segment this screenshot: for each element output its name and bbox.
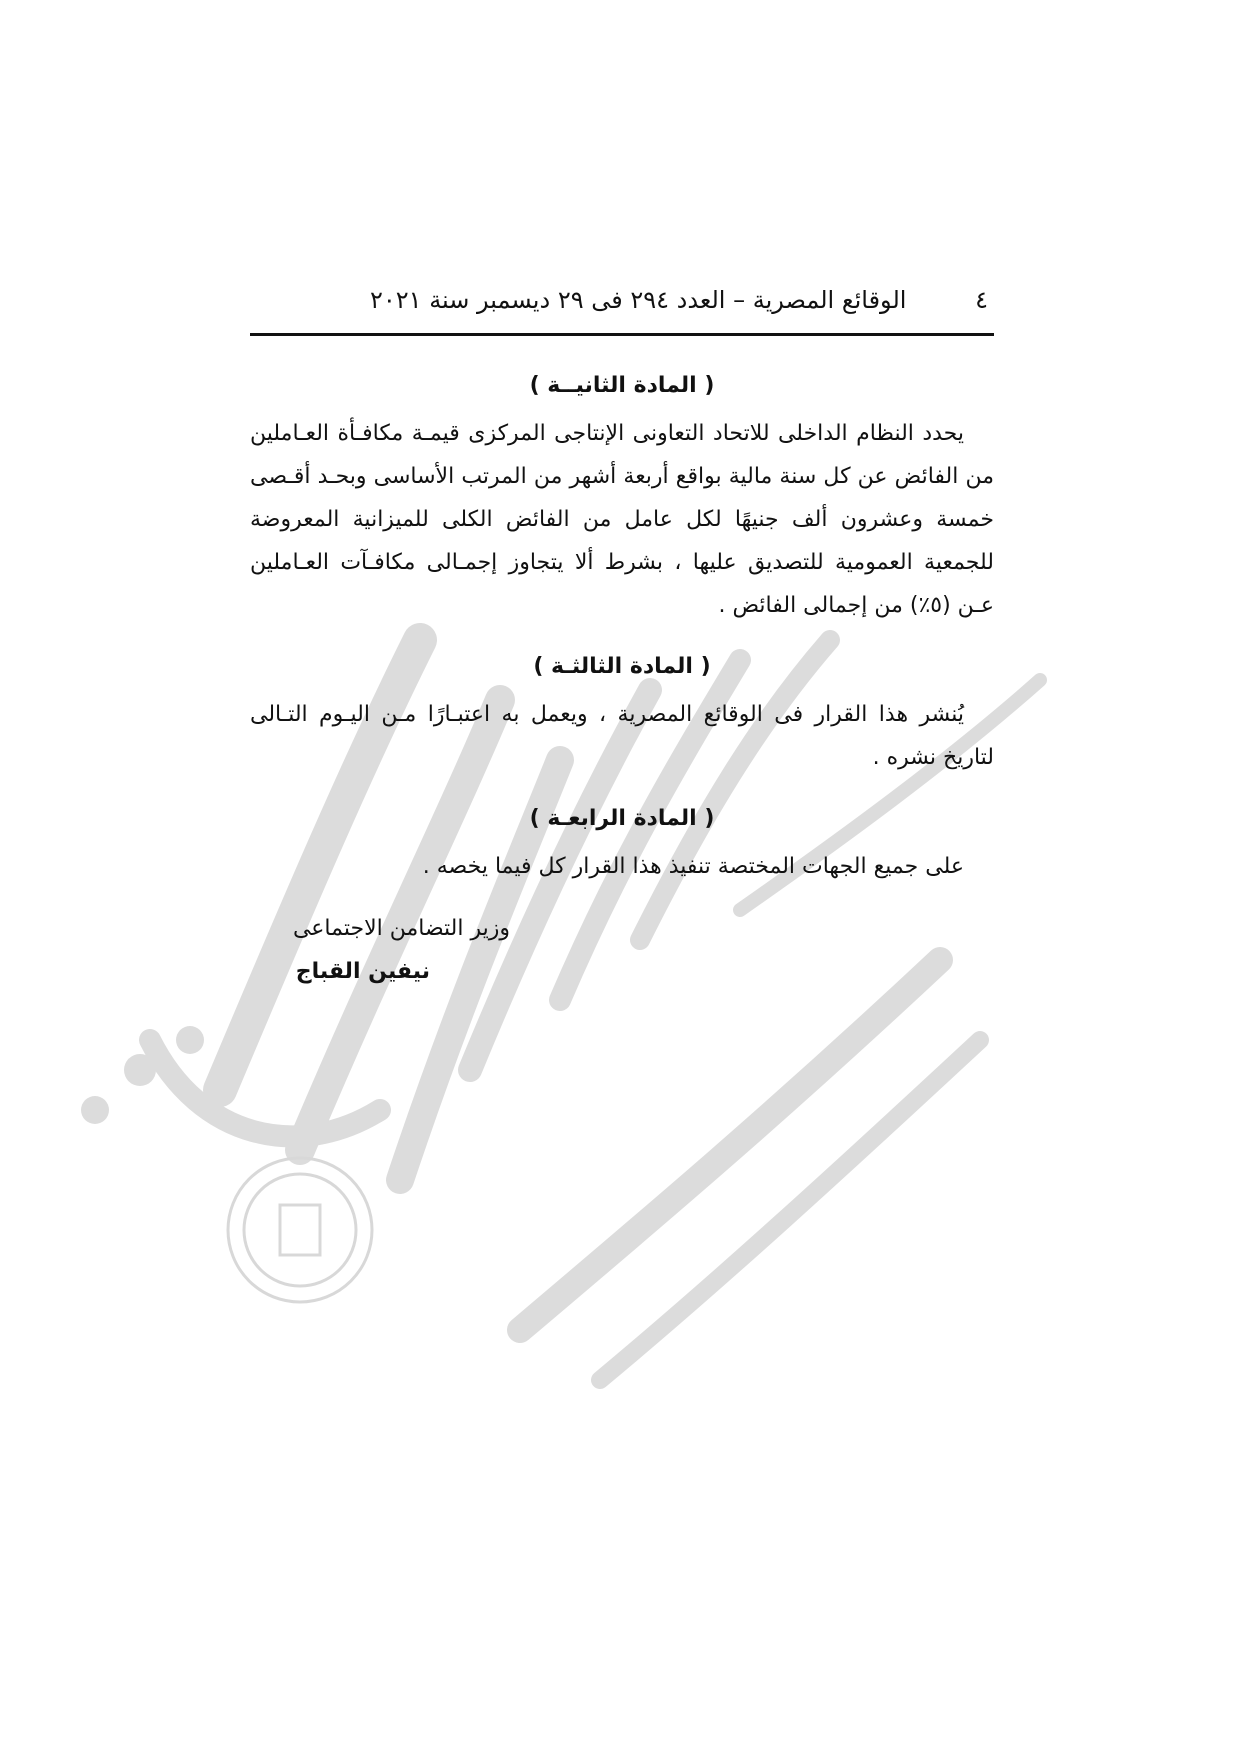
- watermark-dot: [124, 1054, 156, 1086]
- article-4-title: ( المادة الرابعـة ): [529, 806, 715, 831]
- watermark-stroke: [150, 1040, 380, 1136]
- watermark-seal: [228, 1158, 372, 1302]
- watermark-dot: [81, 1096, 109, 1124]
- page-header: [250, 284, 994, 324]
- spacer: [250, 779, 994, 793]
- document-body: [250, 360, 994, 888]
- watermark-dot: [176, 1026, 204, 1054]
- page-number: ٤: [975, 286, 988, 314]
- minister-title: وزير التضامن الاجتماعى: [292, 916, 510, 941]
- spacer: [250, 627, 994, 641]
- watermark-stroke: [600, 1040, 980, 1380]
- article-2-title: ( المادة الثانيــة ): [529, 373, 715, 398]
- header-divider: [250, 333, 994, 336]
- watermark-stroke: [520, 960, 940, 1330]
- article-3-text: يُنشر هذا القرار فى الوقائع المصرية ، ويعمل به اعتبـارًا مـن اليـوم التـالى لتاريخ نشره .: [250, 702, 994, 770]
- gazette-title: الوقائع المصرية – العدد ٢٩٤ فى ٢٩ ديسمبر سنة ٢٠٢١: [370, 286, 907, 314]
- article-4-text: على جميع الجهات المختصة تنفيذ هذا القرار كل فيما يخصه .: [422, 854, 964, 879]
- minister-name: نيفين القباج: [295, 959, 430, 984]
- signature-block: [250, 907, 510, 993]
- article-2-text: يحدد النظام الداخلى للاتحاد التعاونى الإنتاجى المركزى قيمـة مكافـأة العـاملين من الفائض عن كل سنة مالية بواقع أربعة أشهر من المرتب الأساسى وبحـد أقـصى خمسة وعشرون ألف جنيهًا لكل عامل من الفائض الكلى للميزانية المعروضة للجمعية العمومية للتصديق عليها ، بشرط ألا يتجاوز إجمـالى مكافـآت العـاملين عـن (٥٪) من إجمالى الفائض .: [250, 421, 994, 618]
- article-3-title: ( المادة الثالثـة ): [533, 654, 711, 679]
